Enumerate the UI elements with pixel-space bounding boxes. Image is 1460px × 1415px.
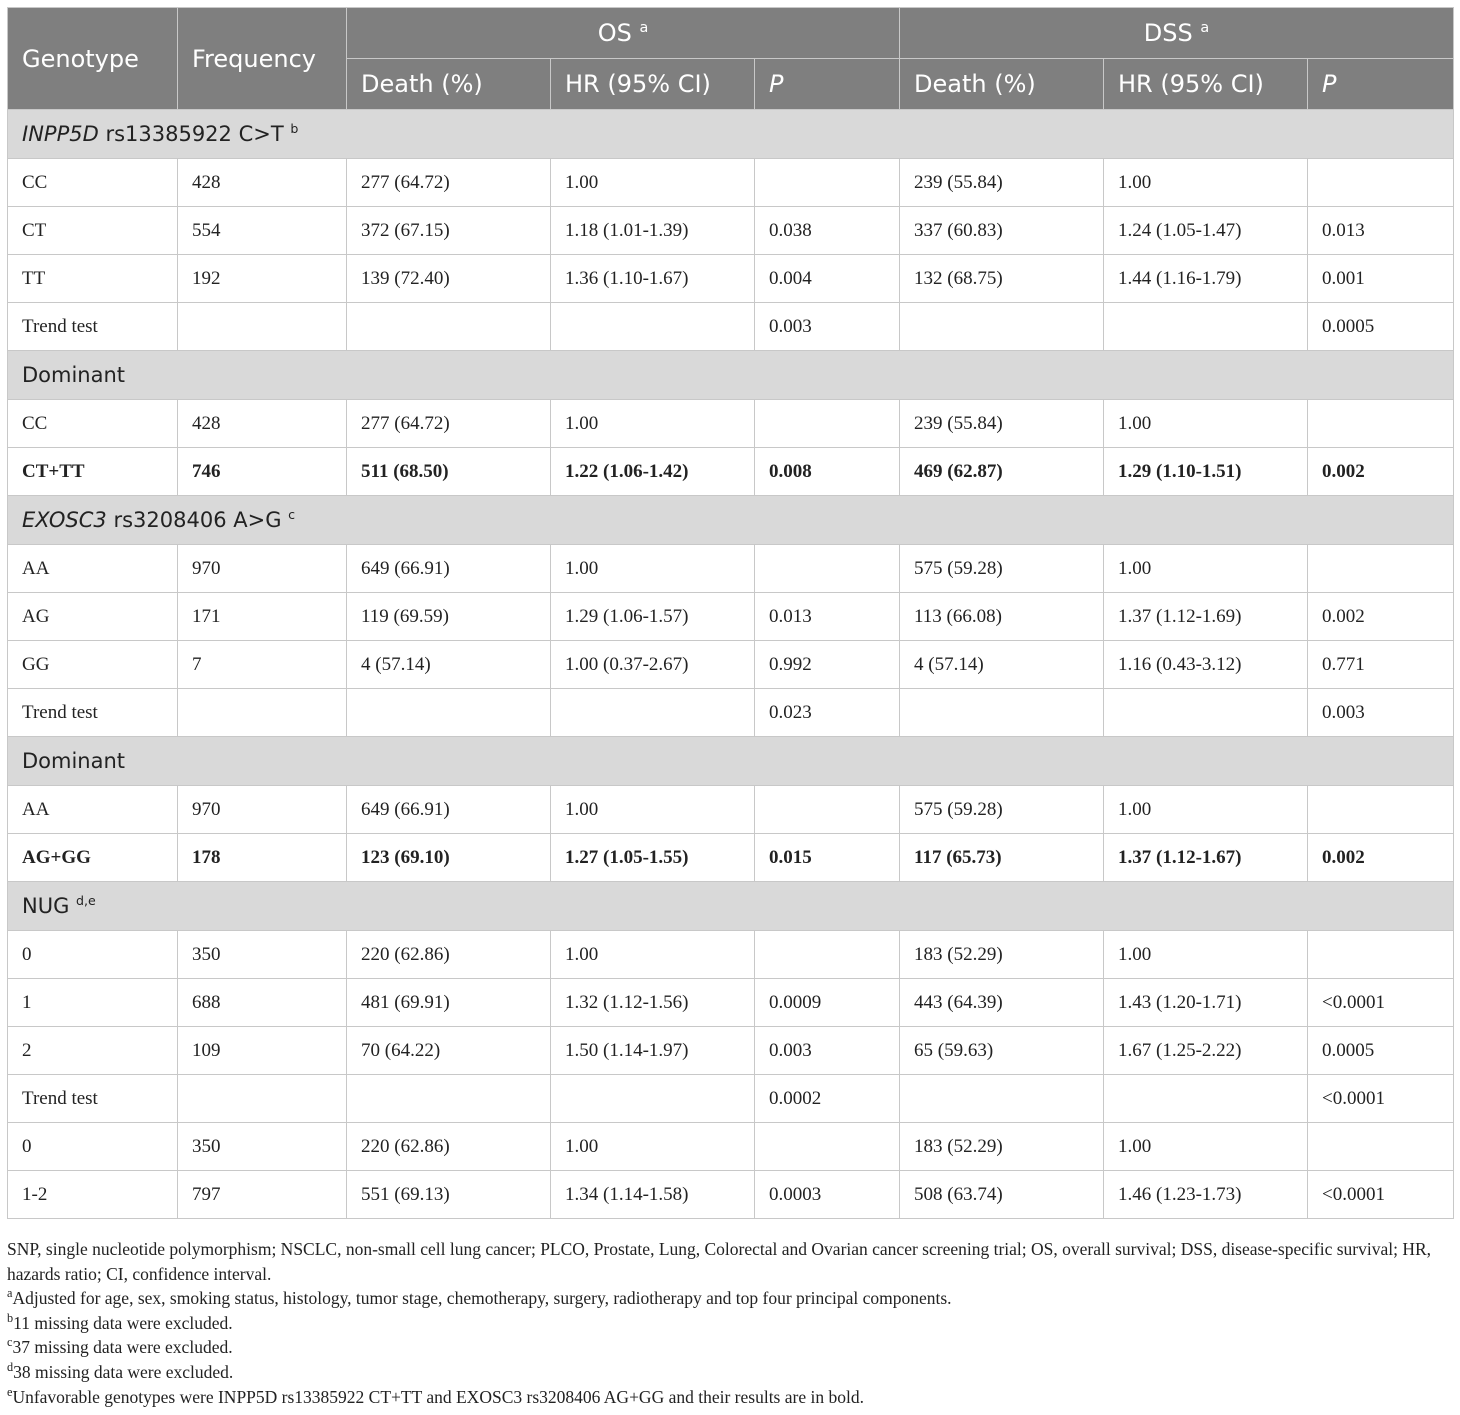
- section-title-sup: b: [290, 121, 299, 136]
- cell-os-p: 0.008: [755, 448, 900, 496]
- cell-genotype: 2: [8, 1027, 178, 1075]
- cell-genotype: TT: [8, 255, 178, 303]
- cell-frequency: 428: [178, 159, 347, 207]
- cell-os-death: 139 (72.40): [347, 255, 551, 303]
- cell-dss-p: [1308, 400, 1454, 448]
- cell-os-death: 277 (64.72): [347, 400, 551, 448]
- section-title-gene: EXOSC3: [22, 508, 107, 532]
- cell-dss-hr: 1.00: [1104, 1123, 1308, 1171]
- table-row: [8, 400, 1454, 448]
- cell-os-p: 0.0002: [755, 1075, 900, 1123]
- cell-os-p: [755, 931, 900, 979]
- cell-dss-p: 0.002: [1308, 448, 1454, 496]
- cell-os-p: [755, 786, 900, 834]
- cell-frequency: 178: [178, 834, 347, 882]
- cell-dss-death: 113 (66.08): [900, 593, 1104, 641]
- cell-frequency: 428: [178, 400, 347, 448]
- cell-genotype: CT+TT: [8, 448, 178, 496]
- cell-dss-death: 443 (64.39): [900, 979, 1104, 1027]
- footnote: [7, 1360, 1453, 1385]
- table-row: [8, 1075, 1454, 1123]
- cell-os-death: 372 (67.15): [347, 207, 551, 255]
- cell-genotype: Trend test: [8, 689, 178, 737]
- cell-os-p: 0.023: [755, 689, 900, 737]
- cell-os-death: 220 (62.86): [347, 931, 551, 979]
- cell-genotype: 1-2: [8, 1171, 178, 1219]
- cell-dss-p: <0.0001: [1308, 1171, 1454, 1219]
- table-row: [8, 593, 1454, 641]
- cell-dss-p: 0.001: [1308, 255, 1454, 303]
- cell-genotype: AA: [8, 786, 178, 834]
- cell-dss-death: 239 (55.84): [900, 159, 1104, 207]
- cell-os-death: 220 (62.86): [347, 1123, 551, 1171]
- cell-frequency: 688: [178, 979, 347, 1027]
- section-title-sup: d,e: [76, 893, 96, 908]
- cell-dss-death: [900, 689, 1104, 737]
- section-title: [8, 496, 1454, 545]
- cell-os-hr: 1.36 (1.10-1.67): [551, 255, 755, 303]
- footnote-text: Unfavorable genotypes were INPP5D rs13385922 CT+TT and EXOSC3 rs3208406 AG+GG and their results are in bold.: [12, 1386, 864, 1407]
- section-title-text: NUG: [22, 894, 77, 918]
- cell-dss-p: <0.0001: [1308, 1075, 1454, 1123]
- header-dss: [900, 8, 1454, 59]
- table-row: [8, 786, 1454, 834]
- cell-os-death: [347, 689, 551, 737]
- header-frequency: Frequency: [178, 8, 347, 110]
- footnote: [7, 1237, 1453, 1286]
- cell-os-hr: 1.00: [551, 400, 755, 448]
- table-header: [8, 8, 1454, 110]
- cell-genotype: Trend test: [8, 1075, 178, 1123]
- cell-os-p: 0.0003: [755, 1171, 900, 1219]
- cell-os-hr: 1.34 (1.14-1.58): [551, 1171, 755, 1219]
- cell-os-p: [755, 400, 900, 448]
- table-row: [8, 545, 1454, 593]
- cell-os-p: 0.004: [755, 255, 900, 303]
- footnote-marker: b: [7, 1310, 14, 1325]
- cell-os-p: [755, 1123, 900, 1171]
- table-row: [8, 255, 1454, 303]
- cell-os-p: 0.003: [755, 1027, 900, 1075]
- table-row: [8, 207, 1454, 255]
- cell-frequency: [178, 689, 347, 737]
- cell-dss-hr: 1.00: [1104, 545, 1308, 593]
- table-row: [8, 448, 1454, 496]
- cell-os-hr: 1.32 (1.12-1.56): [551, 979, 755, 1027]
- cell-dss-hr: [1104, 689, 1308, 737]
- cell-dss-p: 0.013: [1308, 207, 1454, 255]
- cell-dss-hr: 1.24 (1.05-1.47): [1104, 207, 1308, 255]
- cell-frequency: 350: [178, 931, 347, 979]
- table-row: [8, 641, 1454, 689]
- section-header-row: [8, 882, 1454, 931]
- footnote: [7, 1385, 1453, 1410]
- section-header-row: [8, 737, 1454, 786]
- section-title: [8, 737, 1454, 786]
- cell-os-death: 4 (57.14): [347, 641, 551, 689]
- cell-os-hr: [551, 303, 755, 351]
- cell-dss-p: 0.771: [1308, 641, 1454, 689]
- section-title-text: Dominant: [22, 749, 126, 773]
- cell-dss-p: 0.0005: [1308, 1027, 1454, 1075]
- section-title: [8, 351, 1454, 400]
- cell-os-death: 551 (69.13): [347, 1171, 551, 1219]
- cell-os-death: 119 (69.59): [347, 593, 551, 641]
- header-os-sup: a: [639, 20, 649, 36]
- cell-os-hr: 1.22 (1.06-1.42): [551, 448, 755, 496]
- cell-frequency: [178, 303, 347, 351]
- header-os-label: OS: [597, 19, 632, 47]
- cell-genotype: CT: [8, 207, 178, 255]
- section-title-text: rs13385922 C>T: [98, 122, 291, 146]
- cell-os-p: 0.013: [755, 593, 900, 641]
- cell-os-hr: 1.29 (1.06-1.57): [551, 593, 755, 641]
- footnote-marker: e: [7, 1384, 13, 1399]
- cell-frequency: 192: [178, 255, 347, 303]
- section-header-row: [8, 351, 1454, 400]
- header-dss-p: P: [1308, 59, 1454, 110]
- cell-dss-p: [1308, 545, 1454, 593]
- cell-dss-p: [1308, 931, 1454, 979]
- section-header-row: [8, 110, 1454, 159]
- cell-dss-death: 337 (60.83): [900, 207, 1104, 255]
- cell-os-p: 0.015: [755, 834, 900, 882]
- cell-genotype: Trend test: [8, 303, 178, 351]
- cell-dss-death: 469 (62.87): [900, 448, 1104, 496]
- header-dss-death: Death (%): [900, 59, 1104, 110]
- cell-dss-p: <0.0001: [1308, 979, 1454, 1027]
- cell-os-p: [755, 159, 900, 207]
- cell-os-p: 0.038: [755, 207, 900, 255]
- cell-frequency: 350: [178, 1123, 347, 1171]
- cell-dss-death: [900, 1075, 1104, 1123]
- cell-os-p: [755, 545, 900, 593]
- cell-os-death: 649 (66.91): [347, 545, 551, 593]
- cell-dss-hr: 1.37 (1.12-1.67): [1104, 834, 1308, 882]
- cell-dss-p: [1308, 786, 1454, 834]
- cell-frequency: 554: [178, 207, 347, 255]
- section-title-text: Dominant: [22, 363, 126, 387]
- table-row: [8, 303, 1454, 351]
- cell-genotype: 0: [8, 931, 178, 979]
- cell-genotype: 1: [8, 979, 178, 1027]
- cell-dss-hr: 1.67 (1.25-2.22): [1104, 1027, 1308, 1075]
- cell-os-hr: 1.27 (1.05-1.55): [551, 834, 755, 882]
- footnote-marker: a: [7, 1286, 13, 1301]
- cell-dss-death: 575 (59.28): [900, 786, 1104, 834]
- cell-dss-hr: 1.00: [1104, 786, 1308, 834]
- cell-frequency: 970: [178, 786, 347, 834]
- cell-dss-death: 508 (63.74): [900, 1171, 1104, 1219]
- cell-dss-hr: [1104, 1075, 1308, 1123]
- cell-frequency: 970: [178, 545, 347, 593]
- cell-dss-p: [1308, 1123, 1454, 1171]
- footnote-marker: d: [7, 1360, 14, 1375]
- cell-dss-death: 239 (55.84): [900, 400, 1104, 448]
- cell-os-hr: 1.00: [551, 159, 755, 207]
- header-os-death: Death (%): [347, 59, 551, 110]
- cell-dss-hr: 1.43 (1.20-1.71): [1104, 979, 1308, 1027]
- section-title-gene: INPP5D: [22, 122, 99, 146]
- header-os-p: P: [755, 59, 900, 110]
- cell-os-death: 277 (64.72): [347, 159, 551, 207]
- cell-genotype: CC: [8, 400, 178, 448]
- cell-frequency: 109: [178, 1027, 347, 1075]
- footnote-text: 37 missing data were excluded.: [12, 1337, 233, 1358]
- footnote: [7, 1335, 1453, 1360]
- cell-dss-death: 65 (59.63): [900, 1027, 1104, 1075]
- cell-genotype: 0: [8, 1123, 178, 1171]
- table-row: [8, 159, 1454, 207]
- footnote-marker: c: [7, 1335, 13, 1350]
- cell-dss-hr: 1.46 (1.23-1.73): [1104, 1171, 1308, 1219]
- cell-os-hr: 1.50 (1.14-1.97): [551, 1027, 755, 1075]
- cell-dss-hr: 1.37 (1.12-1.69): [1104, 593, 1308, 641]
- footnote-text: Adjusted for age, sex, smoking status, histology, tumor stage, chemotherapy, surgery, radiotherapy and top four principal components.: [12, 1288, 952, 1309]
- cell-genotype: CC: [8, 159, 178, 207]
- cell-dss-death: 575 (59.28): [900, 545, 1104, 593]
- table-row: [8, 1171, 1454, 1219]
- cell-dss-hr: 1.44 (1.16-1.79): [1104, 255, 1308, 303]
- section-title: [8, 882, 1454, 931]
- cell-os-death: 70 (64.22): [347, 1027, 551, 1075]
- cell-genotype: AA: [8, 545, 178, 593]
- cell-dss-death: 4 (57.14): [900, 641, 1104, 689]
- cell-os-hr: [551, 1075, 755, 1123]
- table-row: [8, 689, 1454, 737]
- cell-os-hr: 1.00: [551, 545, 755, 593]
- header-os-hr: HR (95% CI): [551, 59, 755, 110]
- cell-frequency: 797: [178, 1171, 347, 1219]
- cell-os-death: 511 (68.50): [347, 448, 551, 496]
- cell-os-hr: 1.18 (1.01-1.39): [551, 207, 755, 255]
- cell-dss-p: 0.002: [1308, 834, 1454, 882]
- cell-os-death: 649 (66.91): [347, 786, 551, 834]
- section-title-text: rs3208406 A>G: [106, 508, 289, 532]
- cell-os-p: 0.003: [755, 303, 900, 351]
- table-row: [8, 834, 1454, 882]
- footnote: [7, 1286, 1453, 1311]
- header-dss-hr: HR (95% CI): [1104, 59, 1308, 110]
- cell-dss-hr: 1.00: [1104, 400, 1308, 448]
- table-body: [8, 110, 1454, 1219]
- table-row: [8, 1027, 1454, 1075]
- footnote-text: 38 missing data were excluded.: [13, 1361, 234, 1382]
- header-dss-sup: a: [1200, 20, 1210, 36]
- cell-os-hr: 1.00 (0.37-2.67): [551, 641, 755, 689]
- cell-frequency: 171: [178, 593, 347, 641]
- table-row: [8, 1123, 1454, 1171]
- cell-frequency: 7: [178, 641, 347, 689]
- cell-os-death: [347, 303, 551, 351]
- cell-os-death: 123 (69.10): [347, 834, 551, 882]
- cell-dss-p: 0.002: [1308, 593, 1454, 641]
- footnote-text: 11 missing data were excluded.: [13, 1312, 233, 1333]
- cell-dss-p: 0.0005: [1308, 303, 1454, 351]
- cell-dss-hr: [1104, 303, 1308, 351]
- cell-dss-death: [900, 303, 1104, 351]
- cell-os-p: 0.0009: [755, 979, 900, 1027]
- table-footnotes: [7, 1237, 1453, 1409]
- cell-dss-p: [1308, 159, 1454, 207]
- cell-frequency: [178, 1075, 347, 1123]
- cell-os-death: [347, 1075, 551, 1123]
- footnote: [7, 1311, 1453, 1336]
- cell-os-hr: 1.00: [551, 786, 755, 834]
- cell-os-hr: 1.00: [551, 931, 755, 979]
- cell-dss-hr: 1.00: [1104, 159, 1308, 207]
- cell-dss-death: 117 (65.73): [900, 834, 1104, 882]
- cell-genotype: GG: [8, 641, 178, 689]
- cell-dss-death: 183 (52.29): [900, 931, 1104, 979]
- section-title-sup: c: [288, 507, 296, 522]
- section-header-row: [8, 496, 1454, 545]
- cell-os-hr: 1.00: [551, 1123, 755, 1171]
- table-row: [8, 931, 1454, 979]
- cell-dss-hr: 1.00: [1104, 931, 1308, 979]
- footnote-text: SNP, single nucleotide polymorphism; NSCLC, non-small cell lung cancer; PLCO, Prostate, Lung, Colorectal and Ovarian cancer screening trial; OS, overall survival; DSS, disease-specific survival; HR, hazards ratio; CI, confidence interval.: [7, 1239, 1432, 1284]
- table-row: [8, 979, 1454, 1027]
- cell-dss-death: 183 (52.29): [900, 1123, 1104, 1171]
- cell-dss-hr: 1.16 (0.43-3.12): [1104, 641, 1308, 689]
- genotype-survival-table: [7, 7, 1454, 1219]
- cell-genotype: AG: [8, 593, 178, 641]
- cell-dss-death: 132 (68.75): [900, 255, 1104, 303]
- header-genotype: Genotype: [8, 8, 178, 110]
- section-title: [8, 110, 1454, 159]
- cell-os-hr: [551, 689, 755, 737]
- cell-genotype: AG+GG: [8, 834, 178, 882]
- cell-os-p: 0.992: [755, 641, 900, 689]
- cell-dss-p: 0.003: [1308, 689, 1454, 737]
- cell-frequency: 746: [178, 448, 347, 496]
- header-dss-label: DSS: [1143, 19, 1193, 47]
- header-os: [347, 8, 900, 59]
- cell-os-death: 481 (69.91): [347, 979, 551, 1027]
- cell-dss-hr: 1.29 (1.10-1.51): [1104, 448, 1308, 496]
